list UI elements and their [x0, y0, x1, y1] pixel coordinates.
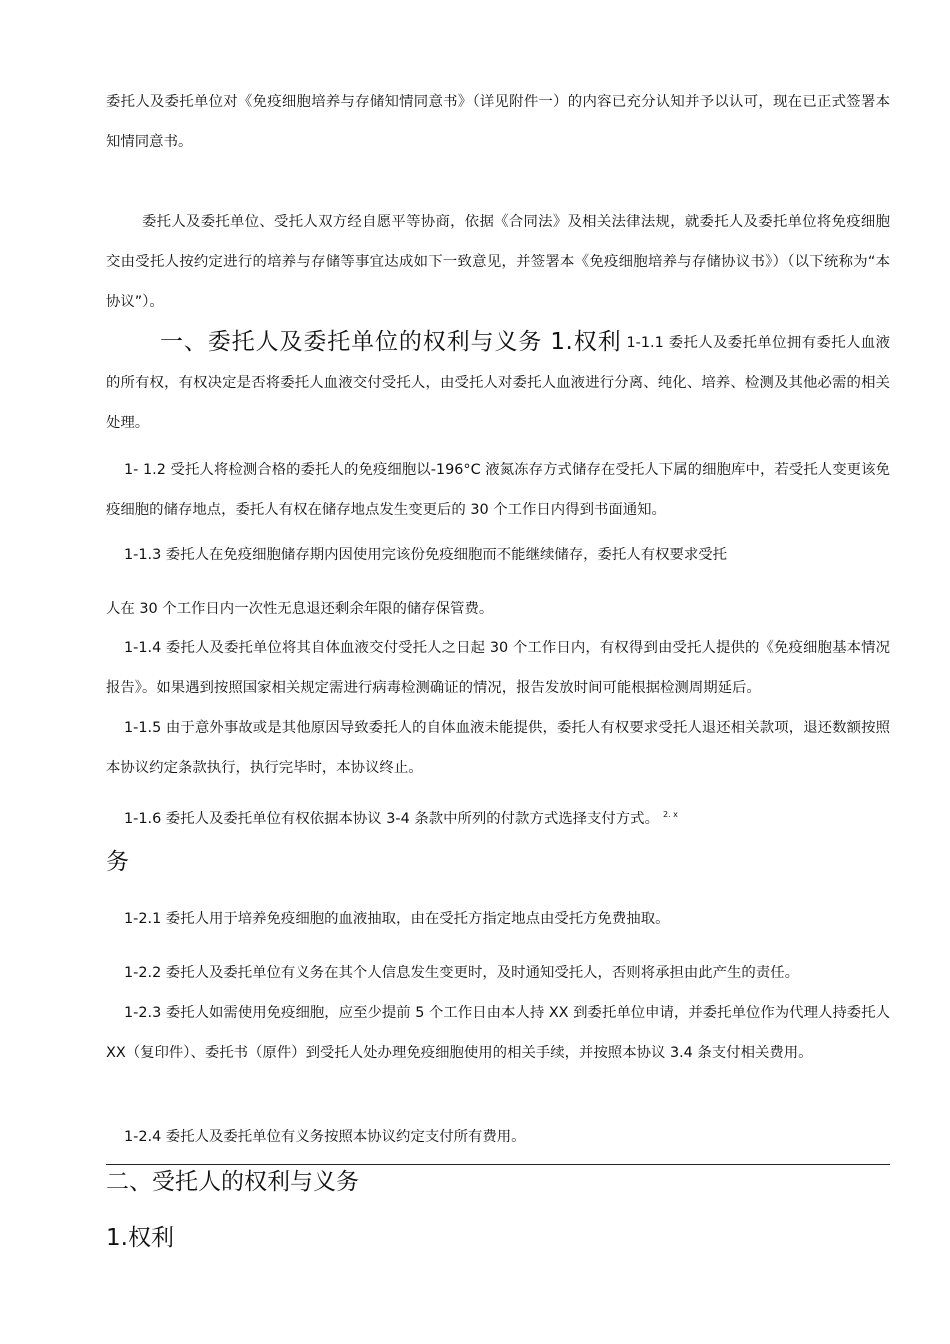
clause-1-1-3: 1-1.3 委托人在免疫细胞储存期内因使用完该份免疫细胞而不能继续储存，委托人有权要求受托	[124, 547, 728, 563]
clause-1-1-3-continued: 人在 30 个工作日内一次性无息退还剩余年限的储存保管费。	[106, 601, 494, 617]
paragraph-consent: 委托人及委托单位对《免疫细胞培养与存储知情同意书》（详见附件一）的内容已充分认知并予以认可，现在已正式签署本知情同意书。	[106, 94, 890, 150]
section-heading-2: 二、受托人的权利与义务	[106, 1169, 359, 1195]
paragraph-section1-rights	[106, 322, 890, 443]
clause-1-2-3: 1-2.3 委托人如需使用免疫细胞，应至少提前 5 个工作日由本人持 XX 到委托单位申请，并委托单位作为代理人持委托人 XX（复印件）、委托书（原件）到受托人处办理免疫细胞使用的相关手续，并按照本协议 3.4 条支付相关费用。	[106, 1005, 890, 1061]
clause-1-1-5: 1-1.5 由于意外事故或是其他原因导致委托人的自体血液未能提供，委托人有权要求受托人退还相关款项，退还数额按照本协议约定条款执行，执行完毕时，本协议终止。	[106, 720, 891, 776]
subheading-rights: 1.权利	[106, 1225, 174, 1251]
paragraph-preamble: 委托人及委托单位、受托人双方经自愿平等协商，依据《合同法》及相关法律法规，就委托人及委托单位将免疫细胞交由受托人按约定进行的培养与存储等事宜达成如下一致意见，并签署本《免疫细胞培养与存储协议书》）（以下统称为“本协议”）。	[106, 214, 890, 310]
clause-1-2-2: 1-2.2 委托人及委托单位有义务在其个人信息发生变更时，及时通知受托人，否则将承担由此产生的责任。	[124, 965, 799, 981]
clause-1-1-6-text: 1-1.6 委托人及委托单位有权依据本协议 3-4 条款中所列的付款方式选择支付方式。	[124, 811, 659, 827]
clause-1-1-1: 1-1.1 委托人及委托单位拥有委托人血液的所有权，有权决定是否将委托人血液交付受托人，由受托人对委托人血液进行分离、纯化、培养、检测及其他必需的相关处理。	[106, 335, 890, 431]
clause-1-2-1: 1-2.1 委托人用于培养免疫细胞的血液抽取，由在受托方指定地点由受托方免费抽取。	[124, 911, 670, 927]
obligations-heading-fragment: 务	[106, 849, 129, 875]
clause-1-1-6	[106, 795, 890, 839]
clause-1-1-2: 1- 1.2 受托人将检测合格的委托人的免疫细胞以-196°C 液氮冻存方式储存在受托人下属的细胞库中，若受托人变更该免疫细胞的储存地点，委托人有权在储存地点发生变更后的 30 个工作日内得到书面通知。	[106, 462, 890, 518]
section-heading-1: 一、委托人及委托单位的权利与义务 1.权利	[160, 329, 622, 355]
clause-1-1-4: 1-1.4 委托人及委托单位将其自体血液交付受托人之日起 30 个工作日内，有权得到由受托人提供的《免疫细胞基本情况报告》。如果遇到按照国家相关规定需进行病毒检测确证的情况，报告发放时间可能根据检测周期延后。	[106, 640, 890, 696]
footnote-marker: 2. x	[662, 810, 678, 819]
clause-1-2-4: 1-2.4 委托人及委托单位有义务按照本协议约定支付所有费用。	[124, 1129, 526, 1145]
